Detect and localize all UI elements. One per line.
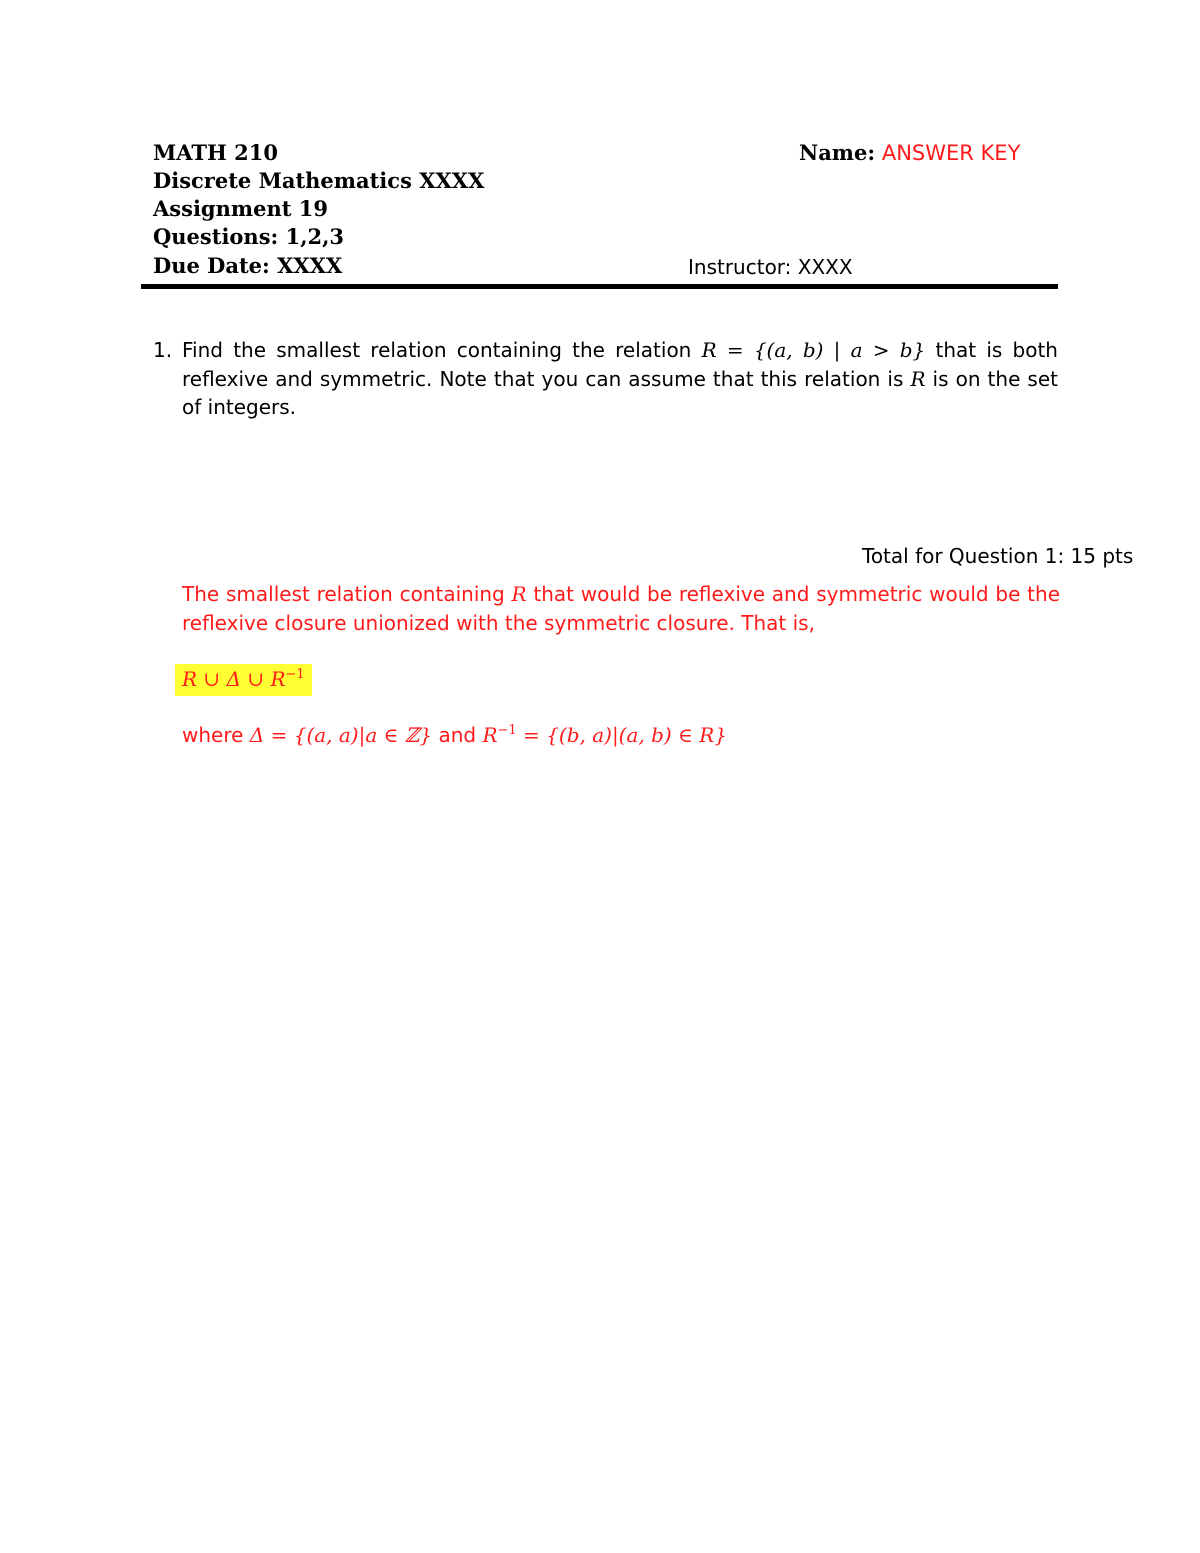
question-text bbox=[182, 336, 1058, 422]
relation-symbol: R bbox=[910, 366, 926, 391]
answer-line-1 bbox=[182, 580, 1060, 609]
name-label: Name: bbox=[799, 140, 876, 165]
question-line-1 bbox=[182, 336, 1058, 365]
assignment-title: Assignment 19 bbox=[153, 196, 328, 221]
questions-list: Questions: 1,2,3 bbox=[153, 224, 345, 249]
where-definitions bbox=[182, 721, 727, 749]
relation-definition: R = {(a, b) | a > b} bbox=[701, 338, 926, 362]
course-number: MATH 210 bbox=[153, 140, 279, 165]
question-text-part: Find the smallest relation containing the relation bbox=[182, 338, 702, 362]
question-text-part: that is both bbox=[925, 338, 1058, 362]
due-date: Due Date: XXXX bbox=[153, 253, 343, 278]
course-title: Discrete Mathematics XXXX bbox=[153, 168, 485, 193]
inverse-superscript: −1 bbox=[497, 723, 517, 738]
and-word: and bbox=[432, 723, 483, 747]
highlighted-formula bbox=[175, 664, 312, 696]
question-text-part: reflexive and symmetric. Note that you can assume that this relation is bbox=[182, 366, 911, 391]
where-label: where bbox=[182, 723, 250, 747]
instructor: Instructor: XXXX bbox=[688, 255, 853, 279]
question-line-3: of integers. bbox=[182, 395, 297, 419]
name-field bbox=[799, 139, 1020, 167]
header-rule bbox=[141, 284, 1058, 289]
answer-text-part: The smallest relation containing bbox=[182, 582, 512, 606]
question-text-part: is on the set bbox=[925, 366, 1058, 391]
delta-definition: Δ = {(a, a)|a ∈ ℤ} bbox=[249, 723, 433, 747]
inverse-symbol: R bbox=[482, 723, 498, 747]
answer-text-part: that would be reflexive and symmetric would be the bbox=[526, 582, 1061, 606]
answer-text bbox=[182, 580, 1060, 637]
answer-line-2: reflexive closure unionized with the symmetric closure. That is, bbox=[182, 610, 815, 635]
formula-main: R ∪ Δ ∪ R bbox=[182, 667, 286, 691]
inverse-definition: = {(b, a)|(a, b) ∈ R} bbox=[516, 723, 728, 747]
formula-superscript: −1 bbox=[285, 667, 305, 682]
name-value: ANSWER KEY bbox=[881, 141, 1021, 165]
question-number: 1. bbox=[153, 338, 173, 362]
question-total-points: Total for Question 1: 15 pts bbox=[862, 544, 1134, 568]
question-line-2 bbox=[182, 365, 1058, 394]
relation-symbol: R bbox=[511, 582, 527, 606]
